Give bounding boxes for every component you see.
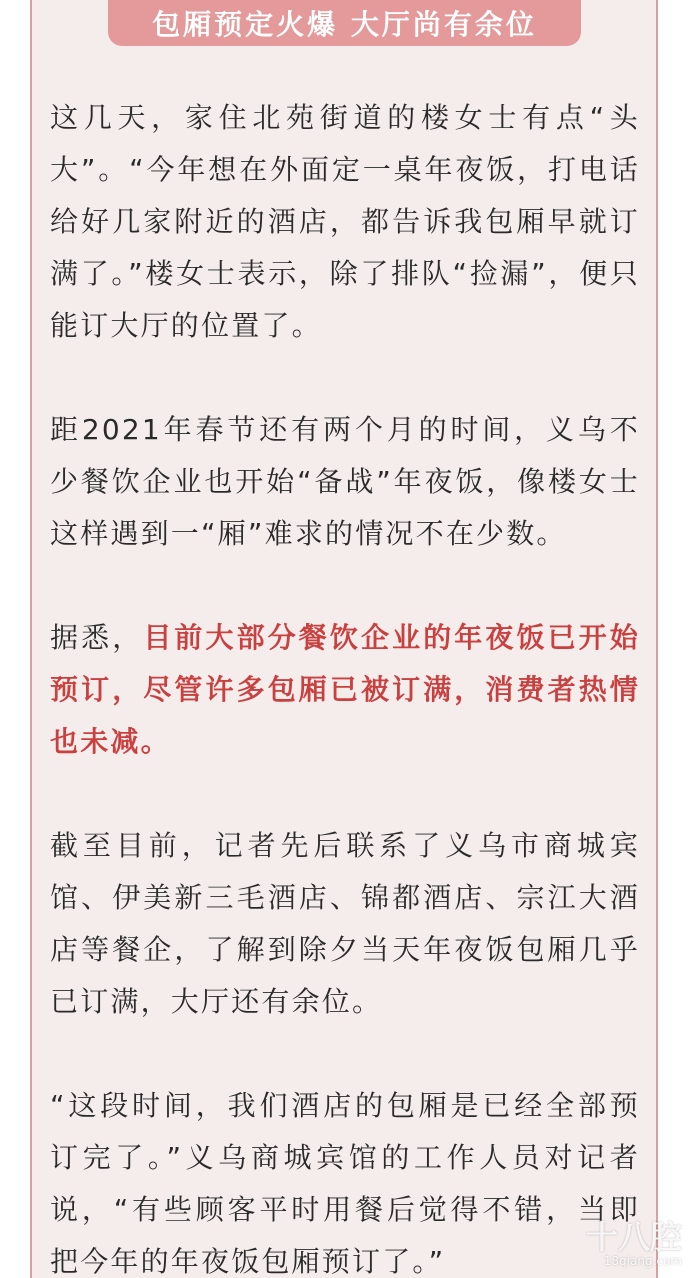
watermark-logo — [586, 1220, 682, 1268]
section-title: 包厢预定火爆 大厅尚有余位 — [152, 8, 537, 41]
paragraph-2: 距2021年春节还有两个月的时间，义乌不少餐饮企业也开始“备战”年夜饭，像楼女士这样遇到一“厢”难求的情况不在少数。 — [50, 413, 640, 550]
section-title-banner — [108, 0, 581, 46]
paragraph-4: 截至目前，记者先后联系了义乌市商城宾馆、伊美新三毛酒店、锦都酒店、宗江大酒店等餐企，了解到除夕当天年夜饭包厢几乎已订满，大厅还有余位。 — [50, 829, 640, 1018]
paragraph-3-highlight: 目前大部分餐饮企业的年夜饭已开始预订，尽管许多包厢已被订满，消费者热情也未减。 — [50, 621, 641, 758]
article-body — [50, 92, 640, 1278]
paragraph-3 — [50, 612, 640, 768]
watermark-text: 十八腔 — [585, 1218, 682, 1256]
paragraph-3-prefix: 据悉， — [50, 621, 144, 654]
paragraph-1: 这几天，家住北苑街道的楼女士有点“头大”。“今年想在外面定一桌年夜饭，打电话给好几家附近的酒店，都告诉我包厢早就订满了。”楼女士表示，除了排队“捡漏”，便只能订大厅的位置了。 — [50, 101, 640, 342]
watermark-url: 18qiang.com — [603, 1254, 682, 1268]
paragraph-5: “这段时间，我们酒店的包厢是已经全部预订完了。”义乌商城宾馆的工作人员对记者说，“有些顾客平时用餐后觉得不错，当即把今年的年夜饭包厢预订了。” — [50, 1089, 640, 1278]
